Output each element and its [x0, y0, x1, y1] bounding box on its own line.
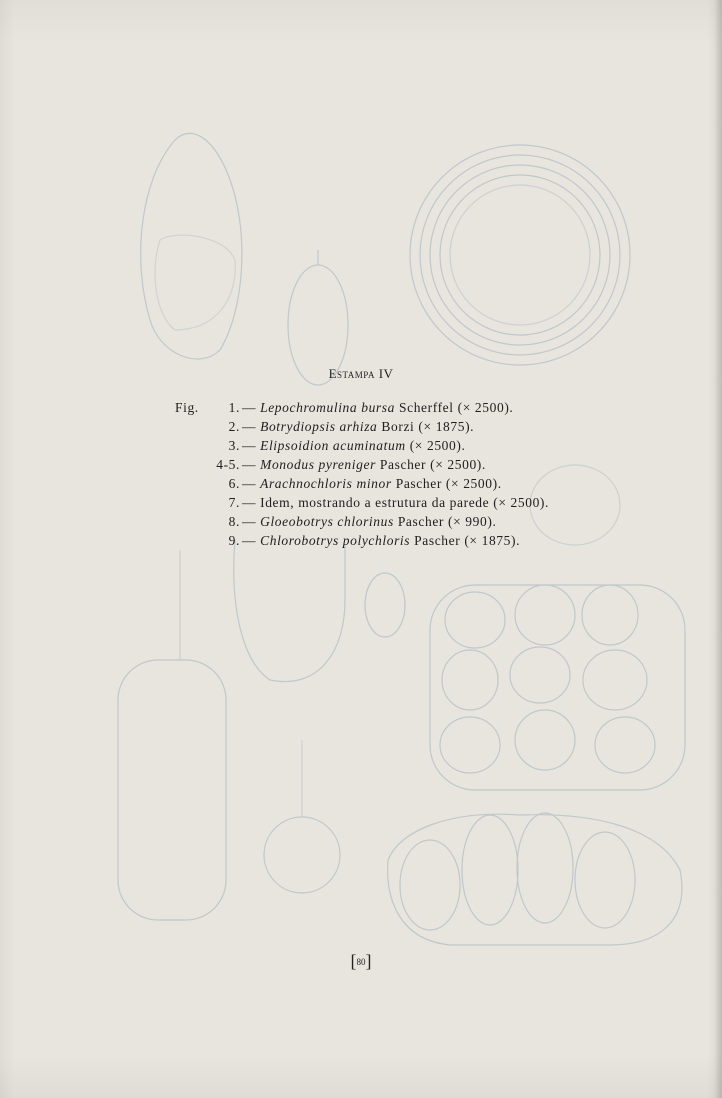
- plate-title-text: Estampa IV: [328, 366, 394, 381]
- caption-number: 4-5.: [216, 457, 240, 472]
- caption-species: Botrydiopsis arhiza: [260, 419, 378, 434]
- bleed-bottom-cluster: [388, 813, 682, 945]
- caption-author: Scherffel: [399, 400, 454, 415]
- plate-title: [0, 366, 722, 382]
- caption-row: [175, 398, 549, 417]
- caption-number: 6.: [228, 476, 240, 491]
- bleed-cell-round: [264, 817, 340, 893]
- caption-dash: —: [242, 533, 257, 548]
- page-number: [0, 951, 722, 972]
- page-number-bracket-open: [: [350, 951, 357, 971]
- caption-dash: —: [242, 476, 257, 491]
- caption-author: Pascher: [395, 476, 442, 491]
- caption-magnification: (× 990).: [448, 514, 497, 529]
- caption-author: Borzi: [381, 419, 415, 434]
- caption-dash: —: [242, 438, 257, 453]
- caption-magnification: (× 1875).: [464, 533, 521, 548]
- caption-species: Lepochromulina bursa: [260, 400, 395, 415]
- bleed-cell-pear: [365, 573, 405, 637]
- caption-author: Pascher: [414, 533, 461, 548]
- bleed-cell-middle: [234, 540, 345, 682]
- caption-row: [175, 531, 549, 550]
- caption-species: Chlorobotrys polychloris: [260, 533, 411, 548]
- caption-dash: —: [242, 457, 257, 472]
- caption-species: Monodus pyreniger: [260, 457, 376, 472]
- caption-author: Pascher: [379, 457, 427, 472]
- bleed-cell-spindle: [141, 133, 242, 359]
- figure-captions: [175, 398, 549, 550]
- bleed-concentric-sphere: [410, 145, 630, 365]
- caption-dash: —: [242, 419, 257, 434]
- caption-row: [175, 512, 549, 531]
- caption-row: [175, 493, 549, 512]
- caption-magnification: (× 1875).: [418, 419, 475, 434]
- caption-magnification: (× 2500).: [493, 495, 549, 510]
- caption-magnification: (× 2500).: [409, 438, 466, 453]
- caption-magnification: (× 2500).: [445, 476, 502, 491]
- caption-row: [175, 436, 549, 455]
- caption-dash: —: [242, 514, 257, 529]
- caption-magnification: (× 2500).: [430, 457, 486, 472]
- caption-number: 8.: [228, 514, 240, 529]
- caption-species: Arachnochloris minor: [260, 476, 392, 491]
- caption-row: [175, 455, 549, 474]
- caption-row: [175, 474, 549, 493]
- caption-species: Elipsoidion acuminatum: [260, 438, 406, 453]
- caption-author: Pascher: [397, 514, 445, 529]
- page-number-bracket-close: ]: [365, 951, 372, 971]
- caption-number: 7.: [228, 495, 240, 510]
- caption-magnification: (× 2500).: [457, 400, 514, 415]
- caption-dash: —: [242, 495, 257, 510]
- fig-label: Fig.: [175, 400, 199, 415]
- caption-author: Idem, mostrando a estrutura da parede: [260, 495, 490, 510]
- caption-row: [175, 417, 549, 436]
- caption-dash: —: [242, 400, 257, 415]
- caption-species: Gloeobotrys chlorinus: [260, 514, 394, 529]
- page-number-value: 80: [356, 957, 366, 967]
- bleed-cell-elongated: [118, 660, 226, 920]
- bleed-cell-cluster: [430, 585, 685, 790]
- caption-number: 1.: [228, 400, 240, 415]
- page-edge-shadow: [714, 0, 722, 1098]
- caption-number: 2.: [228, 419, 240, 434]
- caption-number: 9.: [228, 533, 240, 548]
- caption-number: 3.: [228, 438, 240, 453]
